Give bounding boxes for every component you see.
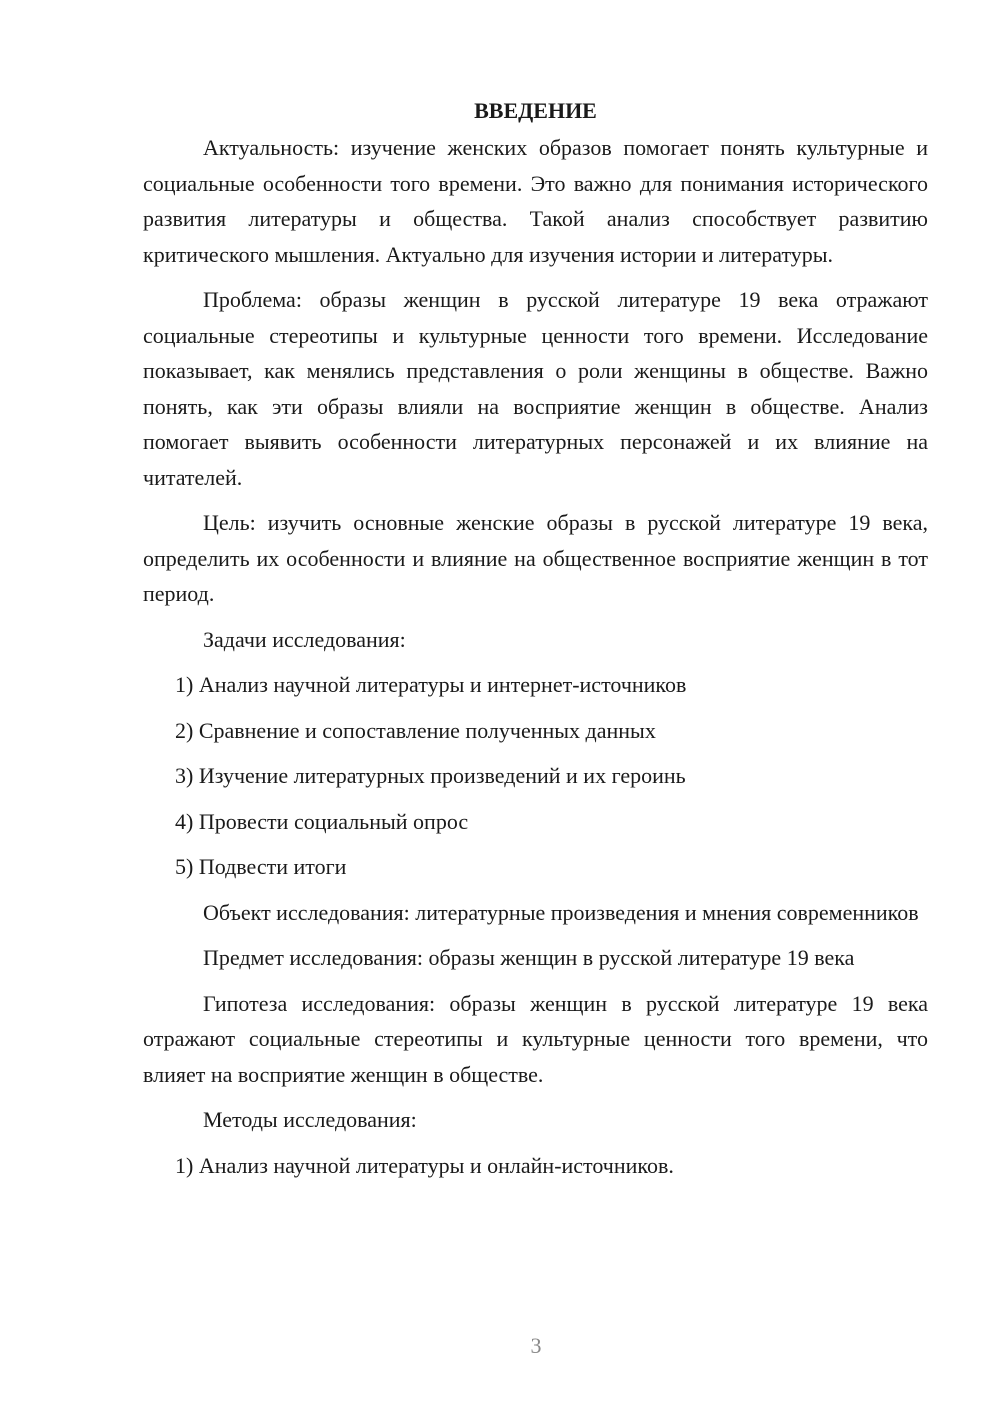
- relevance-paragraph: Актуальность: изучение женских образов помогает понять культурные и социальные особенности того времени. Это важно для понимания исторического развития литературы и общества. Такой анализ способствует развитию критического мышления. Актуально для изучения истории и литературы.: [143, 135, 928, 267]
- goal-paragraph: Цель: изучить основные женские образы в русской литературе 19 века, определить их особенности и влияние на общественное восприятие женщин в тот период.: [143, 510, 928, 606]
- tasks-heading: Задачи исследования:: [203, 626, 406, 652]
- hypothesis-paragraph: Гипотеза исследования: образы женщин в русской литературе 19 века отражают социальные стереотипы и культурные ценности того времени, что влияет на восприятие женщин в обществе.: [143, 990, 928, 1087]
- subject-paragraph: Предмет исследования: образы женщин в русской литературе 19 века: [203, 945, 855, 970]
- method-item-1: 1) Анализ научной литературы и онлайн-источников.: [175, 1152, 674, 1178]
- task-item-4: 4) Провести социальный опрос: [175, 808, 469, 834]
- page-content: [143, 93, 928, 1193]
- task-item-3: 3) Изучение литературных произведений и их героинь: [175, 763, 686, 788]
- methods-heading: Методы исследования:: [203, 1107, 417, 1132]
- task-item-2: 2) Сравнение и сопоставление полученных данных: [175, 717, 656, 743]
- task-item-1: 1) Анализ научной литературы и интернет-источников: [175, 672, 687, 697]
- section-title: ВВЕДЕНИЕ: [474, 98, 597, 123]
- object-paragraph: Объект исследования: литературные произведения и мнения современников: [203, 899, 919, 925]
- problem-paragraph: Проблема: образы женщин в русской литературе 19 века отражают социальные стереотипы и культурные ценности того времени. Исследование показывает, как менялись представления о роли женщины в обществе. Важно понять, как эти образы влияли на восприятие женщин в обществе. Анализ помогает выявить особенности литературных персонажей и их влияние на читателей.: [143, 287, 928, 490]
- page-number: 3: [530, 1333, 542, 1358]
- task-item-5: 5) Подвести итоги: [175, 854, 347, 879]
